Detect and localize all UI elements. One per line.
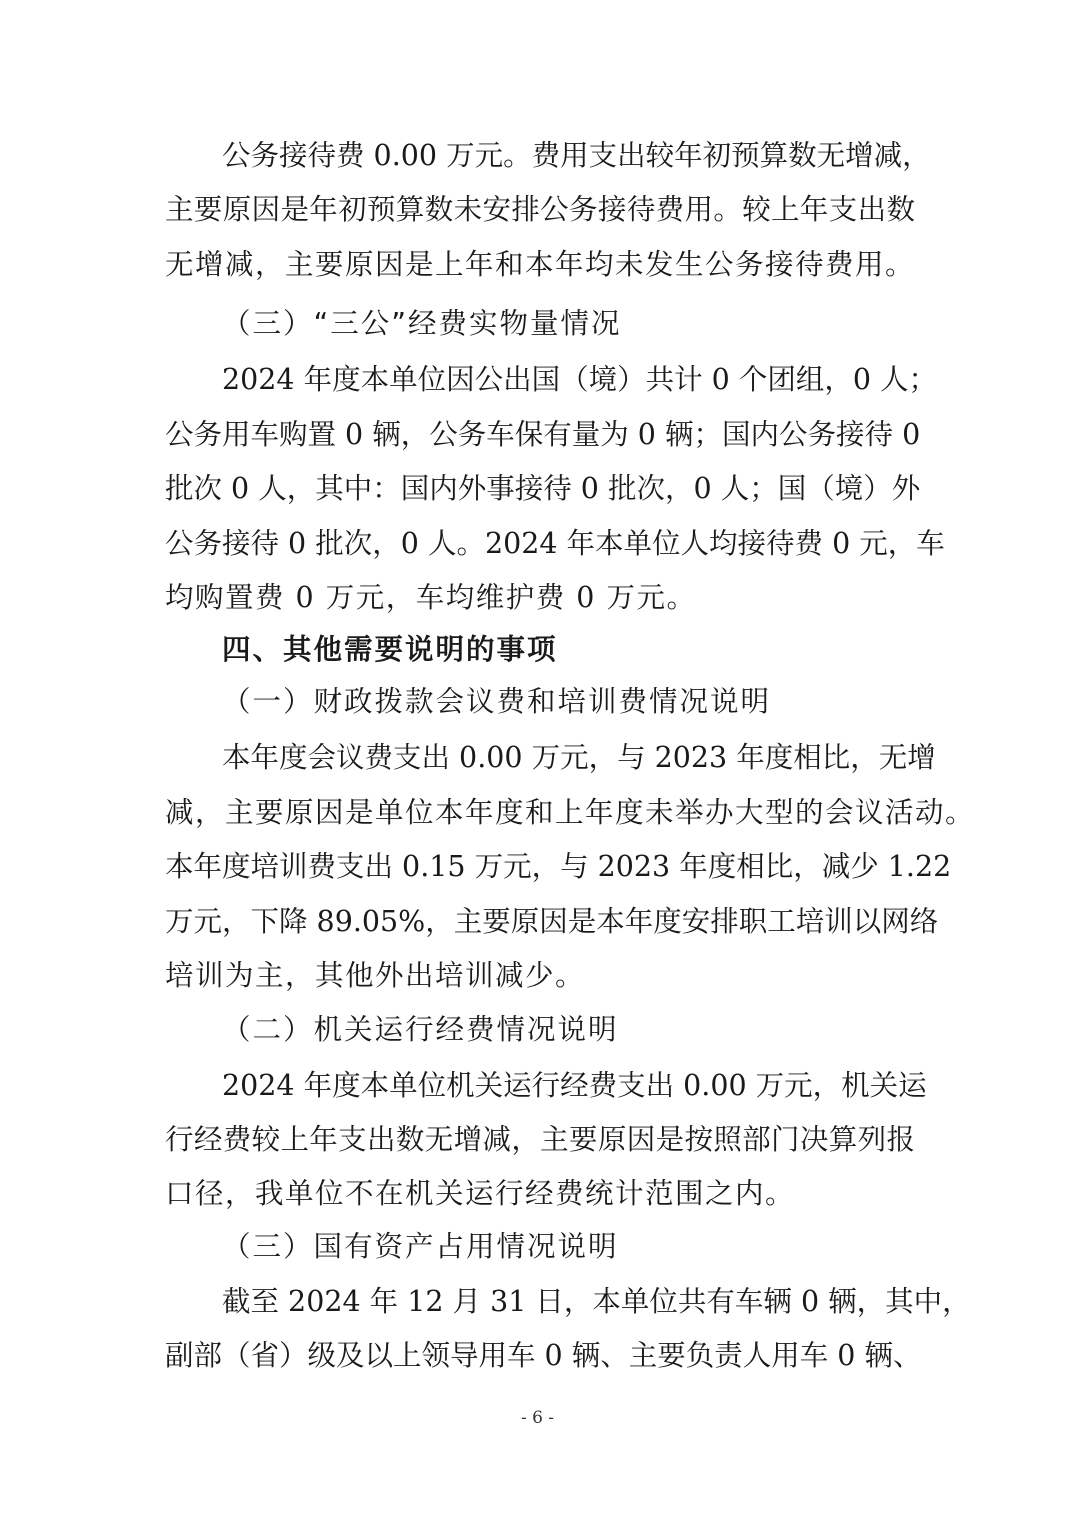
paragraph-line: 副部（省）级及以上领导用车 0 辆、主要负责人用车 0 辆、 [165, 1339, 922, 1372]
paragraph-line: 批次 0 人，其中：国内外事接待 0 批次，0 人；国（境）外 [165, 472, 921, 505]
paragraph-line: 本年度培训费支出 0.15 万元，与 2023 年度相比，减少 1.22 [165, 850, 952, 883]
paragraph-line: 2024 年度本单位因公出国（境）共计 0 个团组，0 人； [222, 363, 938, 396]
paragraph-line: 万元，下降 89.05%，主要原因是本年度安排职工培训以网络 [165, 905, 939, 938]
paragraph-line: 无增减，主要原因是上年和本年均未发生公务接待费用。 [165, 248, 916, 281]
paragraph-line: 公务用车购置 0 辆，公务车保有量为 0 辆；国内公务接待 0 [165, 418, 921, 451]
paragraph-line: 行经费较上年支出数无增减，主要原因是按照部门决算列报 [165, 1123, 915, 1156]
paragraph-line: 主要原因是年初预算数未安排公务接待费用。较上年支出数 [165, 193, 915, 226]
paragraph-line: 本年度会议费支出 0.00 万元，与 2023 年度相比，无增 [222, 741, 936, 774]
paragraph-line: 口径，我单位不在机关运行经费统计范围之内。 [165, 1177, 796, 1210]
paragraph-line: 公务接待 0 批次，0 人。2024 年本单位人均接待费 0 元，车 [165, 527, 945, 560]
section-heading: 四、其他需要说明的事项 [222, 633, 558, 666]
paragraph-line: 培训为主，其他外出培训减少。 [165, 959, 586, 992]
paragraph-line: 2024 年度本单位机关运行经费支出 0.00 万元，机关运 [222, 1069, 927, 1102]
page-number: - 6 - [520, 1408, 555, 1428]
section-subheading: （三）“三公”经费实物量情况 [222, 307, 622, 340]
paragraph-line: 公务接待费 0.00 万元。费用支出较年初预算数无增减， [222, 139, 931, 172]
paragraph-line: 减，主要原因是单位本年度和上年度未举办大型的会议活动。 [165, 796, 976, 829]
section-subheading: （三）国有资产占用情况说明 [222, 1230, 619, 1263]
section-subheading: （一）财政拨款会议费和培训费情况说明 [222, 685, 772, 718]
section-subheading: （二）机关运行经费情况说明 [222, 1013, 619, 1046]
paragraph-line: 均购置费 0 万元，车均维护费 0 万元。 [165, 581, 697, 614]
paragraph-line: 截至 2024 年 12 月 31 日，本单位共有车辆 0 辆，其中， [222, 1285, 971, 1318]
